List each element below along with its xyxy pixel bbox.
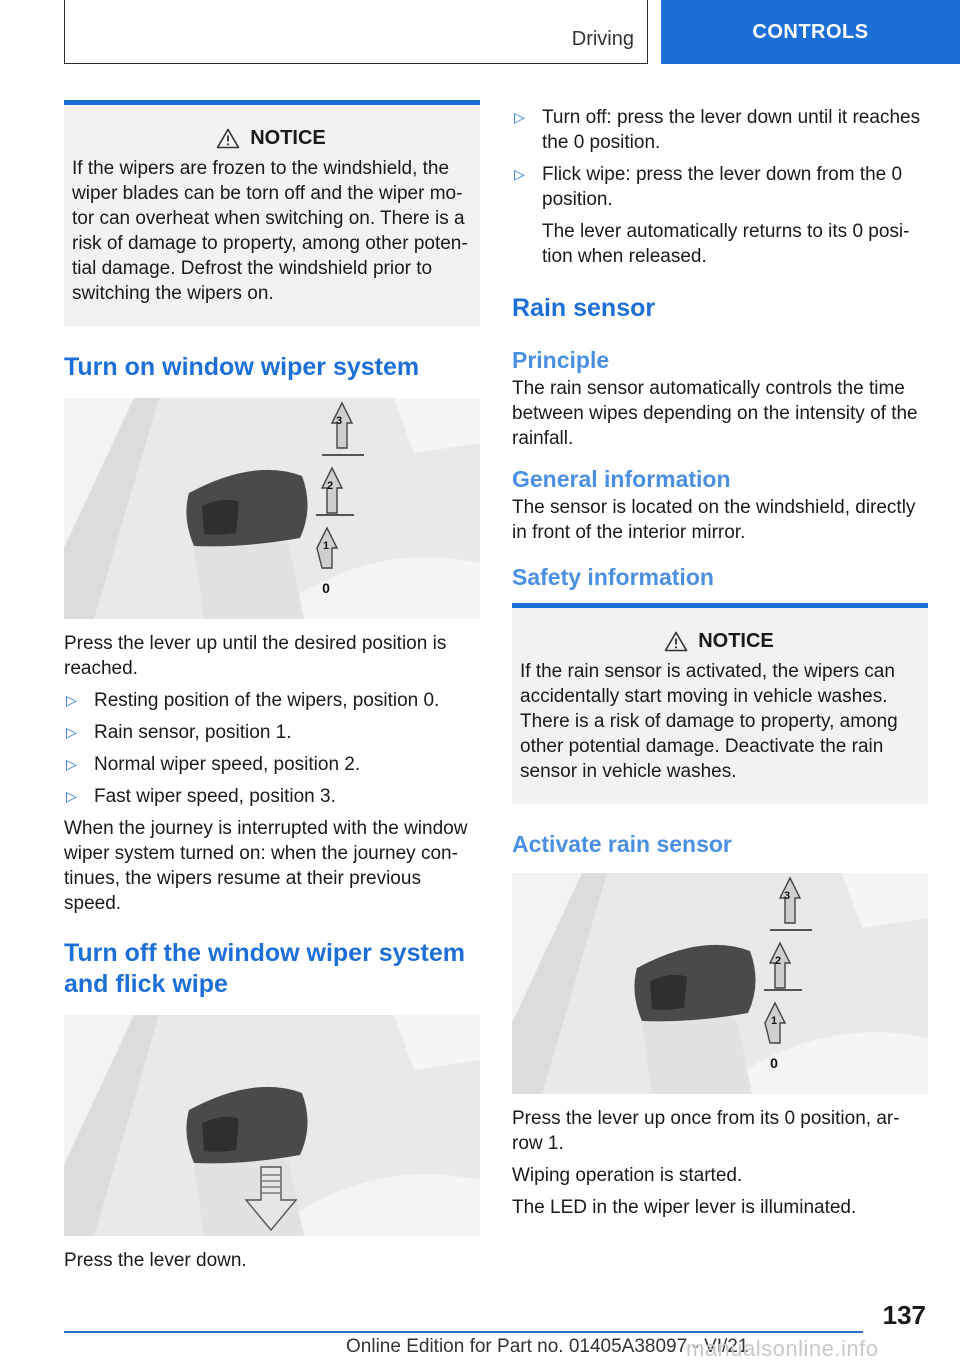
right-column: [512, 105, 928, 1220]
position-list: [64, 688, 480, 809]
rain-sensor-heading: Rain sensor: [512, 294, 656, 322]
wiper-lever-up-illustration: [64, 398, 480, 619]
figure-label: 2: [774, 955, 782, 967]
figure-label: 2: [326, 480, 334, 492]
list-item: ▷ Fast wiper speed, position 3.: [64, 784, 480, 809]
notice-text: If the wipers are frozen to the windshield, the wiper blades can be torn off and the wiper mo-tor can overheat when switching on. There is a risk of damage to property, among other poten-tial damage. Defrost the windshield prior to switching the wipers on.: [72, 158, 468, 304]
figure-label: 1: [322, 540, 330, 552]
rain-notice-box: [512, 603, 928, 804]
figure-label: 0: [770, 1055, 778, 1071]
warning-icon: [664, 631, 688, 652]
figure-label: 1: [770, 1015, 778, 1027]
rain-sensor-lever-illustration: [512, 873, 928, 1094]
notice-text: If the rain sensor is activated, the wipers can accidentally start moving in vehicle washes. There is a risk of damage to property, among other potential damage. Deactivate the rain sensor in vehicle washes.: [520, 661, 898, 782]
footer-edition: Online Edition for Part no. 01405A38097 - VI/21: [346, 1336, 749, 1357]
left-column: [64, 100, 480, 1273]
header-chapter-tab: CONTROLS: [661, 0, 960, 64]
press-up-text: Press the lever up until the desired position is reached.: [64, 633, 447, 679]
figure-label: 3: [783, 890, 791, 902]
warning-icon: [216, 128, 240, 149]
turn-off-heading: Turn off the window wiper system and flick wipe: [64, 939, 465, 998]
notice-header: [520, 630, 918, 653]
activate-text-3: The LED in the wiper lever is illuminated.: [512, 1197, 857, 1218]
turn-off-list: [512, 105, 928, 212]
activate-text-1: Press the lever up once from its 0 position, ar-row 1.: [512, 1108, 900, 1154]
notice-title: NOTICE: [250, 127, 326, 149]
press-down-text: Press the lever down.: [64, 1250, 247, 1271]
notice-box: [64, 100, 480, 326]
list-item: ▷ Rain sensor, position 1.: [64, 720, 480, 745]
header-section-title: Driving: [571, 28, 634, 50]
wiper-lever-down-illustration: [64, 1015, 480, 1236]
list-item: ▷ Flick wipe: press the lever down from the 0 position.: [512, 162, 928, 212]
footer-divider: [64, 1331, 863, 1333]
header-box: [64, 0, 648, 64]
safety-heading: Safety information: [512, 564, 714, 590]
flick-sub-text: The lever automatically returns to its 0 posi-tion when released.: [542, 221, 910, 267]
notice-header: [72, 127, 470, 150]
figure-label: 3: [335, 415, 343, 427]
principle-text: The rain sensor automatically controls the time between wipes depending on the intensity of the rainfall.: [512, 378, 918, 449]
watermark: manualsonline.info: [686, 1336, 879, 1361]
activate-text-2: Wiping operation is started.: [512, 1165, 743, 1186]
general-heading: General information: [512, 466, 731, 492]
list-item: ▷ Normal wiper speed, position 2.: [64, 752, 480, 777]
interrupt-text: When the journey is interrupted with the window wiper system turned on: when the journey con-tinues, the wipers resume at their previous speed.: [64, 818, 468, 914]
figure-label: 0: [322, 580, 330, 596]
list-item: ▷ Turn off: press the lever down until it reaches the 0 position.: [512, 105, 928, 155]
principle-heading: Principle: [512, 347, 610, 373]
notice-title: NOTICE: [698, 630, 774, 652]
list-item: ▷ Resting position of the wipers, position 0.: [64, 688, 480, 713]
turn-on-heading: Turn on window wiper system: [64, 353, 420, 381]
page-number: 137: [882, 1300, 926, 1330]
general-text: The sensor is located on the windshield, directly in front of the interior mirror.: [512, 497, 916, 543]
activate-heading: Activate rain sensor: [512, 831, 732, 857]
